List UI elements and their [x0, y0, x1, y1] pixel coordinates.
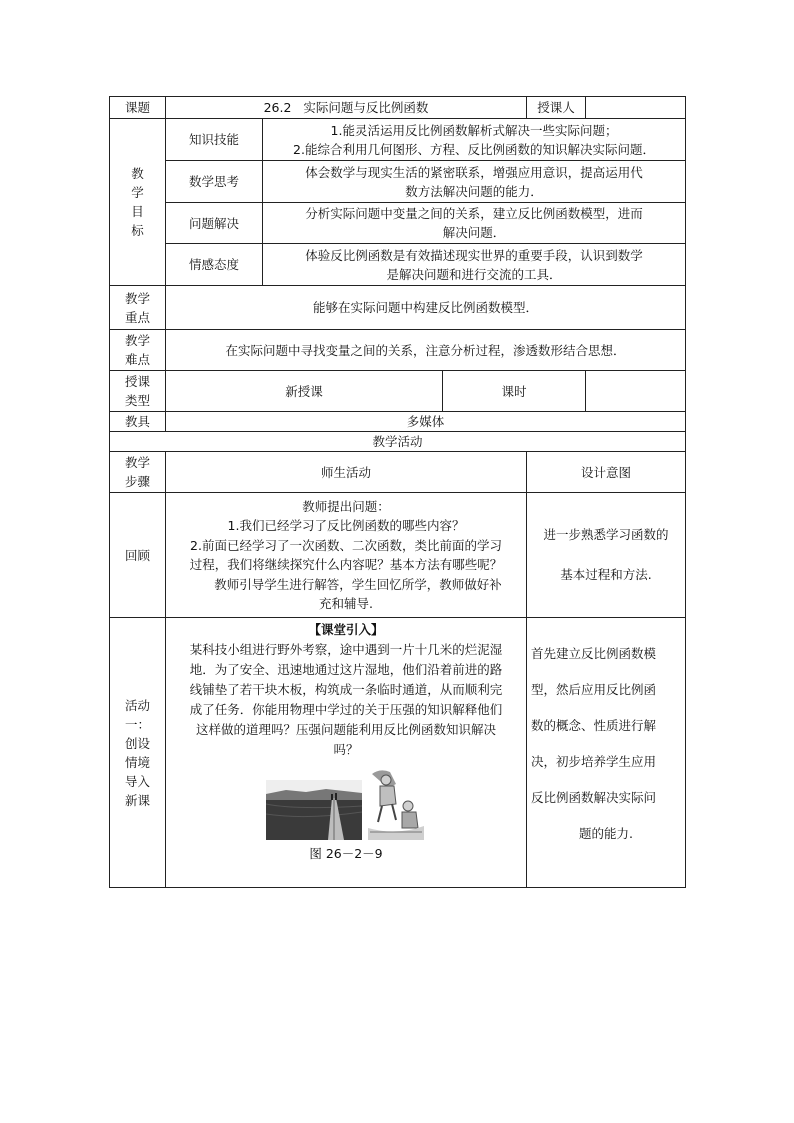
goal-name: 问题解决: [166, 203, 263, 244]
review-line: 1.我们已经学习了反比例函数的哪些内容？: [227, 518, 465, 533]
review-intent-line: 基本过程和方法.: [560, 567, 652, 582]
goal-line: 分析实际问题中变量之间的关系，建立反比例函数模型，进而: [305, 206, 643, 221]
review-content: [166, 493, 527, 618]
tools-value: 多媒体: [166, 412, 686, 432]
activity1-intent-line: 题的能力.: [579, 826, 633, 841]
goal-row: [110, 244, 686, 286]
review-intent: [527, 493, 686, 618]
activity1-label: [110, 618, 166, 888]
goal-text: [263, 161, 686, 203]
goal-line: 解决问题．: [442, 225, 506, 240]
review-line: 教师提出问题：: [302, 498, 390, 514]
review-row: [110, 493, 686, 618]
activity1-line: 线铺垫了若干块木板，构筑成一条临时通道，从而顺利完: [189, 682, 503, 697]
goal-line: 体验反比例函数是有效描述现实世界的重要手段，认识到数学: [305, 247, 643, 263]
goal-line: 是解决问题和进行交流的工具．: [386, 266, 562, 282]
goals-label-char: 标: [131, 223, 144, 238]
difficulty-label-line: 难点: [124, 352, 150, 367]
lesson-type-label-line: 类型: [124, 393, 150, 408]
boy-illustration: [366, 766, 426, 840]
goal-text: [263, 119, 686, 161]
activity1-label-line: 活动: [124, 697, 150, 713]
activity1-line: 这样做的道理吗？压强问题能利用反比例函数知识解决: [195, 722, 496, 737]
goals-label: [110, 119, 166, 286]
goal-text: [263, 244, 686, 286]
goals-label-char: 目: [131, 204, 144, 219]
tools-row: [110, 412, 686, 432]
lesson-type-row: [110, 371, 686, 412]
goal-line: 数方法解决问题的能力．: [405, 183, 543, 199]
steps-label-line: 教学: [124, 455, 150, 470]
key-point-label: [110, 286, 166, 330]
goal-line: 体会数学与现实生活的紧密联系，增强应用意识，提高运用代: [305, 164, 643, 180]
steps-label: [110, 452, 166, 493]
tools-label: 教具: [110, 412, 166, 432]
activity1-intent-line: 型，然后应用反比例函: [531, 682, 657, 697]
activity-column-header: 师生活动: [166, 452, 527, 493]
review-line: 过程，我们将继续探究什么内容呢？基本方法有哪些呢？: [189, 557, 503, 572]
goal-line: 2.能综合利用几何图形、方程、反比例函数的知识解决实际问题．: [293, 141, 655, 157]
review-intent-line: 进一步熟悉学习函数的: [543, 527, 669, 542]
goal-text: [263, 203, 686, 244]
lesson-type-label-line: 授课: [124, 374, 150, 389]
review-line: 教师引导学生进行解答，学生回忆所学，教师做好补: [214, 576, 502, 592]
lesson-type-label: [110, 371, 166, 412]
difficulty-label-line: 教学: [124, 333, 150, 348]
activity1-line: 某科技小组进行野外考察，途中遇到一片十几米的烂泥湿: [189, 642, 503, 657]
goal-name: 知识技能: [166, 119, 263, 161]
key-point-text: 能够在实际问题中构建反比例函数模型．: [166, 286, 686, 330]
goal-row: [110, 119, 686, 161]
activity1-label-line: 新课: [124, 792, 150, 808]
goal-row: [110, 161, 686, 203]
key-point-label-line: 重点: [124, 309, 150, 325]
goal-name: 情感态度: [166, 244, 263, 286]
activity1-label-line: 导入: [124, 773, 150, 789]
wetland-photo: [266, 780, 362, 840]
review-label: 回顾: [110, 493, 166, 618]
activity1-intent-line: 决，初步培养学生应用: [531, 754, 657, 769]
goal-name: 数学思考: [166, 161, 263, 203]
hours-value: [586, 371, 686, 412]
activity1-line: 地．为了安全、迅速地通过这片湿地，他们沿着前进的路: [189, 662, 503, 677]
activity1-row: [110, 618, 686, 888]
title-row: [110, 97, 686, 119]
activity1-line: 成了任务．你能用物理中学过的关于压强的知识解释他们: [189, 702, 503, 717]
goals-label-char: 学: [131, 185, 144, 200]
activity1-label-line: 一：: [124, 716, 150, 732]
topic-label: 课题: [110, 97, 166, 119]
review-line: 充和辅导.: [319, 596, 373, 611]
difficulty-row: [110, 330, 686, 371]
intro-title: 【课堂引入】: [308, 622, 384, 637]
activity1-intent: [527, 618, 686, 888]
steps-header-row: [110, 452, 686, 493]
goal-row: [110, 203, 686, 244]
difficulty-label: [110, 330, 166, 371]
activity1-intent-line: 首先建立反比例函数模: [531, 646, 657, 661]
lesson-title: 26.2 实际问题与反比例函数: [166, 97, 527, 119]
figure-caption: 图 26－2－9: [309, 846, 383, 861]
hours-label: 课时: [443, 371, 586, 412]
intent-column-header: 设计意图: [527, 452, 686, 493]
lesson-type-value: 新授课: [166, 371, 443, 412]
figure: [170, 766, 522, 840]
lesson-plan-table: [109, 96, 686, 888]
activity1-label-line: 情境: [124, 754, 150, 770]
activity1-content: [166, 618, 527, 888]
activity1-label-line: 创设: [124, 735, 150, 751]
key-point-row: [110, 286, 686, 330]
activities-heading-row: [110, 432, 686, 452]
activity1-line: 吗？: [333, 742, 359, 757]
teacher-label: 授课人: [527, 97, 586, 119]
review-line: 2.前面已经学习了一次函数、二次函数，类比前面的学习: [190, 537, 502, 553]
goals-label-char: 教: [131, 166, 144, 181]
activity1-intent-line: 数的概念、性质进行解: [531, 718, 657, 733]
steps-label-line: 步骤: [124, 474, 150, 489]
goal-line: 1.能灵活运用反比例函数解析式解决一些实际问题；: [330, 122, 618, 138]
key-point-label-line: 教学: [124, 290, 150, 306]
activities-heading: 教学活动: [110, 432, 686, 452]
activity1-intent-line: 反比例函数解决实际问: [531, 790, 657, 805]
difficulty-text: 在实际问题中寻找变量之间的关系，注意分析过程，渗透数形结合思想．: [166, 330, 686, 371]
teacher-value: [586, 97, 686, 119]
